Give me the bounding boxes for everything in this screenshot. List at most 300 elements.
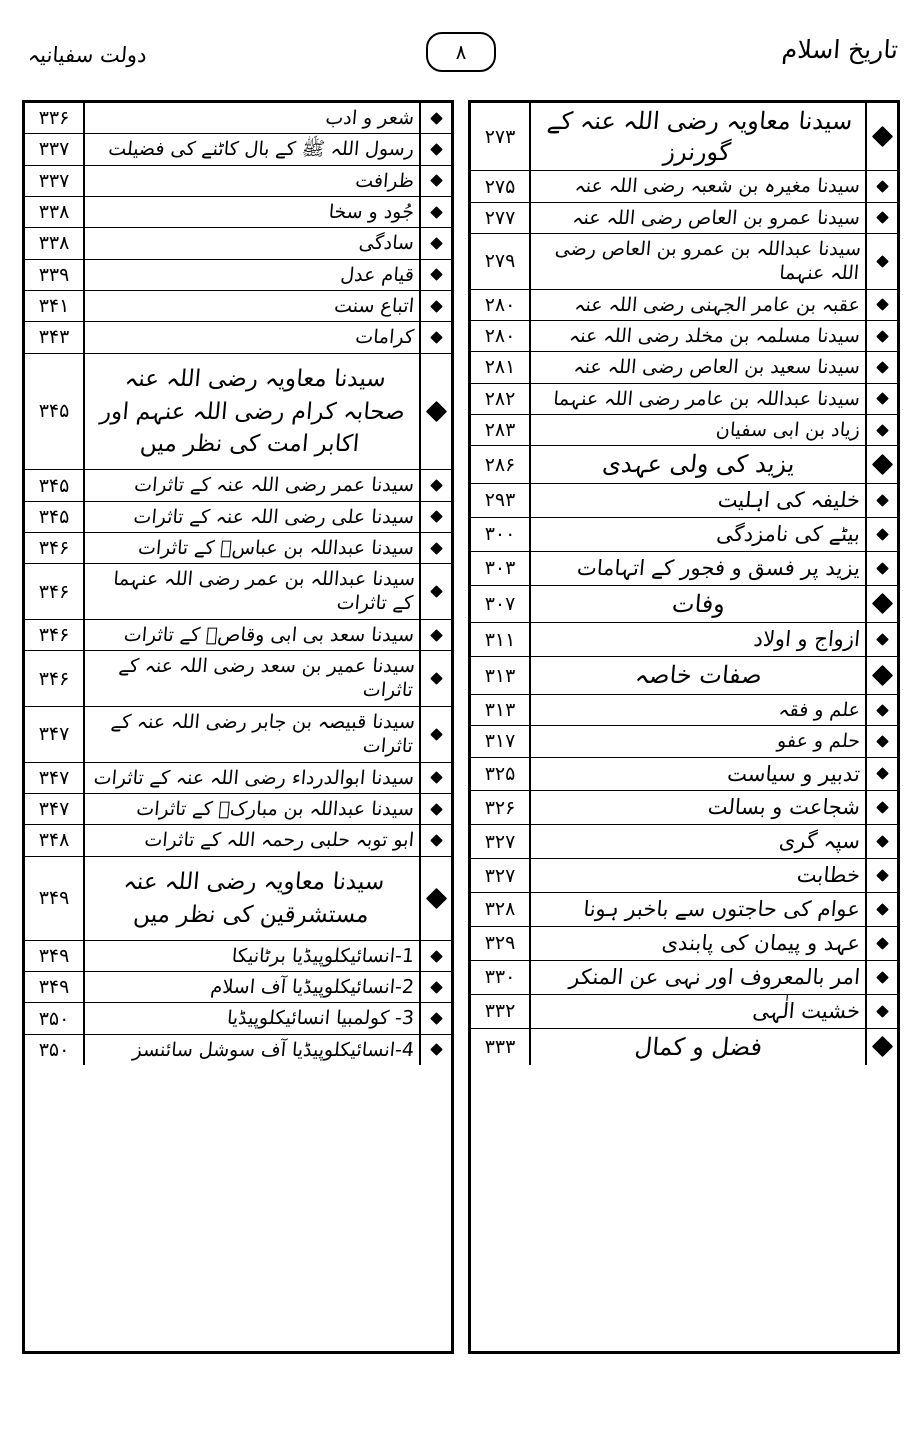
toc-row[interactable] xyxy=(471,695,897,726)
diamond-bullet-icon xyxy=(876,298,889,311)
toc-entry-page-cell xyxy=(25,322,85,352)
toc-entry-title: ظرافت xyxy=(354,169,415,192)
toc-bullet-cell xyxy=(419,134,451,164)
toc-entry-title: قیام عدل xyxy=(339,263,415,286)
toc-entry-page-number: ۳۲۸ xyxy=(484,898,516,921)
toc-bullet-cell xyxy=(419,972,451,1002)
toc-bullet-cell xyxy=(419,941,451,971)
toc-entry-page-number: ۳۳۰ xyxy=(484,966,516,989)
book-title: تاریخ اسلام xyxy=(781,35,900,64)
toc-entry-page-number: ۳۲۵ xyxy=(484,762,516,785)
toc-entry-title-cell[interactable] xyxy=(531,995,865,1028)
toc-entry-title: خلیفہ کی اہلیت xyxy=(716,487,862,512)
toc-entry-title-cell[interactable] xyxy=(85,197,419,227)
toc-entry-title-cell[interactable] xyxy=(531,961,865,994)
diamond-bullet-icon xyxy=(430,206,443,219)
toc-bullet-cell xyxy=(419,197,451,227)
toc-row[interactable] xyxy=(25,651,451,707)
toc-entry-page-number: ۲۷۳ xyxy=(484,125,516,148)
toc-entry-page-number: ۲۸۳ xyxy=(484,419,516,442)
toc-row[interactable] xyxy=(25,228,451,259)
toc-entry-page-number: ۲۷۷ xyxy=(484,206,516,229)
toc-entry-page-cell xyxy=(25,1003,85,1033)
toc-entry-title-cell[interactable] xyxy=(85,763,419,793)
diamond-bullet-icon xyxy=(871,593,892,614)
toc-entry-title-cell[interactable] xyxy=(85,354,419,470)
toc-row[interactable] xyxy=(471,1029,897,1066)
toc-entry-title-cell[interactable] xyxy=(531,415,865,445)
toc-entry-page-number: ۳۵۰ xyxy=(38,1038,70,1061)
toc-entry-title-cell[interactable] xyxy=(85,972,419,1002)
toc-entry-page-number: ۲۷۹ xyxy=(484,250,516,273)
toc-entry-page-cell xyxy=(25,260,85,290)
diamond-bullet-icon xyxy=(876,903,889,916)
diamond-bullet-icon xyxy=(871,454,892,475)
toc-bullet-cell xyxy=(865,384,897,414)
toc-entry-title: عوام کی حاجتوں سے باخبر ہونا xyxy=(582,897,862,922)
toc-entry-title-cell[interactable] xyxy=(531,758,865,791)
toc-row[interactable] xyxy=(471,893,897,927)
toc-row[interactable] xyxy=(25,103,451,134)
toc-entry-page-number: ۳۰۳ xyxy=(484,557,516,580)
toc-row[interactable] xyxy=(471,552,897,586)
toc-bullet-cell xyxy=(419,763,451,793)
toc-entry-title-cell[interactable] xyxy=(531,726,865,756)
diamond-bullet-icon xyxy=(876,971,889,984)
toc-bullet-cell xyxy=(865,484,897,517)
toc-entry-page-cell xyxy=(471,927,531,960)
toc-entry-title-cell[interactable] xyxy=(531,657,865,694)
toc-bullet-cell xyxy=(865,927,897,960)
toc-entry-title-cell[interactable] xyxy=(531,893,865,926)
toc-entry-title-cell[interactable] xyxy=(85,825,419,855)
toc-entry-page-number: ۲۸۰ xyxy=(484,293,516,316)
toc-row[interactable] xyxy=(25,291,451,322)
toc-bullet-cell xyxy=(865,446,897,483)
toc-entry-title: خشیت الٰہی xyxy=(751,998,862,1023)
toc-entry-page-number: ۳۴۷ xyxy=(38,766,70,789)
toc-entry-title-cell[interactable] xyxy=(85,620,419,650)
toc-row[interactable] xyxy=(471,446,897,484)
diamond-bullet-icon xyxy=(425,888,446,909)
toc-row[interactable] xyxy=(25,941,451,972)
toc-bullet-cell xyxy=(865,961,897,994)
diamond-bullet-icon xyxy=(430,981,443,994)
diamond-bullet-icon xyxy=(430,1012,443,1025)
toc-entry-title-cell[interactable] xyxy=(531,103,865,170)
diamond-bullet-icon xyxy=(876,424,889,437)
toc-entry-title-cell[interactable] xyxy=(531,623,865,656)
toc-entry-page-cell xyxy=(471,415,531,445)
toc-entry-title: جُود و سخا xyxy=(327,200,415,223)
diamond-bullet-icon xyxy=(876,330,889,343)
toc-bullet-cell xyxy=(865,825,897,858)
toc-entry-page-cell xyxy=(471,995,531,1028)
toc-bullet-cell xyxy=(865,352,897,382)
diamond-bullet-icon xyxy=(430,112,443,125)
diamond-bullet-icon xyxy=(430,728,443,741)
toc-entry-title-cell[interactable] xyxy=(531,825,865,858)
toc-entry-page-number: ۳۳۷ xyxy=(38,169,70,192)
toc-entry-page-number: ۳۲۹ xyxy=(484,932,516,955)
toc-entry-title: امر بالمعروف اور نہی عن المنکر xyxy=(568,964,862,989)
toc-entry-title-cell[interactable] xyxy=(531,352,865,382)
diamond-bullet-icon xyxy=(876,735,889,748)
toc-row[interactable] xyxy=(471,290,897,321)
toc-row[interactable] xyxy=(25,857,451,941)
toc-row[interactable] xyxy=(471,384,897,415)
toc-bullet-cell xyxy=(865,791,897,824)
toc-entry-page-cell xyxy=(471,859,531,892)
toc-entry-page-cell xyxy=(25,502,85,532)
diamond-bullet-icon xyxy=(430,834,443,847)
toc-entry-title: سپہ گری xyxy=(778,829,862,854)
toc-entry-title-cell[interactable] xyxy=(531,518,865,551)
toc-entry-title-cell[interactable] xyxy=(531,384,865,414)
toc-entry-title: ابو توبہ حلبی رحمہ اللہ کے تاثرات xyxy=(143,829,415,852)
diamond-bullet-icon xyxy=(876,180,889,193)
toc-entry-title-cell[interactable] xyxy=(531,552,865,585)
toc-entry-page-number: ۳۱۱ xyxy=(484,628,516,651)
toc-entry-page-number: ۳۴۸ xyxy=(38,829,70,852)
toc-entry-page-number: ۲۸۱ xyxy=(484,356,516,379)
toc-bullet-cell xyxy=(419,502,451,532)
toc-bullet-cell xyxy=(865,518,897,551)
toc-entry-title-cell[interactable] xyxy=(85,322,419,352)
toc-entry-title-cell[interactable] xyxy=(531,859,865,892)
toc-entry-page-number: ۳۳۸ xyxy=(38,232,70,255)
toc-entry-page-number: ۳۴۷ xyxy=(38,723,70,746)
toc-entry-title-cell[interactable] xyxy=(85,651,419,706)
toc-entry-page-number: ۳۵۰ xyxy=(38,1007,70,1030)
toc-row[interactable] xyxy=(471,484,897,518)
toc-row[interactable] xyxy=(25,1003,451,1034)
toc-entry-page-number: ۳۴۶ xyxy=(38,624,70,647)
toc-bullet-cell xyxy=(419,620,451,650)
toc-entry-page-number: ۳۴۷ xyxy=(38,798,70,821)
toc-row[interactable] xyxy=(25,134,451,165)
toc-entry-page-cell xyxy=(25,354,85,470)
toc-entry-page-number: ۳۳۲ xyxy=(484,1000,516,1023)
toc-bullet-cell xyxy=(419,228,451,258)
toc-entry-page-number: ۳۲۷ xyxy=(484,830,516,853)
toc-entry-page-number: ۳۳۹ xyxy=(38,263,70,286)
toc-entry-title-cell[interactable] xyxy=(85,134,419,164)
toc-bullet-cell xyxy=(865,657,897,694)
toc-row[interactable] xyxy=(25,794,451,825)
toc-row[interactable] xyxy=(471,657,897,695)
toc-entry-page-cell xyxy=(25,941,85,971)
toc-row[interactable] xyxy=(471,321,897,352)
toc-row[interactable] xyxy=(471,961,897,995)
diamond-bullet-icon xyxy=(876,704,889,717)
toc-bullet-cell xyxy=(865,552,897,585)
toc-row[interactable] xyxy=(25,260,451,291)
toc-entry-page-number: ۳۰۰ xyxy=(484,523,516,546)
toc-entry-page-number: ۳۴۶ xyxy=(38,667,70,690)
toc-entry-title: سیدنا عبداللہ بن عامر رضی اللہ عنہما xyxy=(552,387,861,410)
toc-row[interactable] xyxy=(471,927,897,961)
toc-entry-title: رسول اللہ ﷺ کے بال کاٹنے کی فضیلت xyxy=(107,138,415,161)
toc-bullet-cell xyxy=(865,623,897,656)
toc-bullet-cell xyxy=(865,171,897,201)
toc-entry-page-number: ۳۴۹ xyxy=(38,945,70,967)
toc-entry-title: فضل و کمال xyxy=(633,1032,764,1061)
toc-bullet-cell xyxy=(865,859,897,892)
diamond-bullet-icon xyxy=(430,629,443,642)
toc-row[interactable] xyxy=(25,322,451,353)
toc-entry-title-cell[interactable] xyxy=(85,103,419,133)
diamond-bullet-icon xyxy=(430,174,443,187)
toc-row[interactable] xyxy=(471,825,897,859)
toc-entry-title: زیاد بن ابی سفیان xyxy=(715,418,861,441)
toc-entry-title: سیدنا عمیر بن سعد رضی اللہ عنہ کے تاثرات xyxy=(117,655,417,702)
toc-entry-title-cell[interactable] xyxy=(85,228,419,258)
toc-bullet-cell xyxy=(865,290,897,320)
toc-entry-page-number: ۲۷۵ xyxy=(484,175,516,198)
toc-entry-page-cell xyxy=(25,972,85,1002)
toc-entry-page-number: ۲۸۲ xyxy=(484,387,516,410)
toc-bullet-cell xyxy=(865,203,897,233)
toc-row[interactable] xyxy=(25,470,451,501)
toc-row[interactable] xyxy=(471,859,897,893)
diamond-bullet-icon xyxy=(871,126,892,147)
toc-entry-title-cell[interactable] xyxy=(531,234,865,289)
toc-entry-page-cell xyxy=(471,552,531,585)
toc-row[interactable] xyxy=(25,620,451,651)
toc-entry-title: صفات خاصہ xyxy=(633,661,764,690)
toc-entry-page-cell xyxy=(471,103,531,170)
toc-columns xyxy=(22,100,900,1354)
toc-entry-title: ازواج و اولاد xyxy=(752,627,862,652)
toc-row[interactable] xyxy=(471,171,897,202)
toc-entry-title-cell[interactable] xyxy=(85,1035,419,1065)
toc-entry-title-cell[interactable] xyxy=(531,695,865,725)
toc-row[interactable] xyxy=(25,197,451,228)
toc-entry-title-cell[interactable] xyxy=(85,502,419,532)
toc-entry-title: 3- کولمبیا انسائیکلوپیڈیا xyxy=(226,1007,415,1030)
diamond-bullet-icon xyxy=(876,361,889,374)
toc-row[interactable] xyxy=(25,972,451,1003)
toc-entry-title: شجاعت و بسالت xyxy=(706,795,862,820)
toc-row[interactable] xyxy=(25,533,451,564)
toc-entry-title-cell[interactable] xyxy=(531,586,865,623)
toc-entry-title: سیدنا عبداللہ بن عمر رضی اللہ عنہما کے تاثرات xyxy=(112,568,417,615)
toc-bullet-cell xyxy=(419,794,451,824)
toc-bullet-cell xyxy=(865,234,897,289)
toc-entry-title-cell[interactable] xyxy=(531,791,865,824)
toc-row[interactable] xyxy=(471,352,897,383)
toc-entry-page-number: ۲۸۶ xyxy=(484,453,516,476)
toc-entry-title: سیدنا عبداللہ بن مبارکؒ کے تاثرات xyxy=(135,797,415,820)
toc-entry-title-cell[interactable] xyxy=(531,1029,865,1066)
toc-bullet-cell xyxy=(865,726,897,756)
toc-entry-title-cell[interactable] xyxy=(85,291,419,321)
toc-entry-title-cell[interactable] xyxy=(85,794,419,824)
toc-row[interactable] xyxy=(471,518,897,552)
toc-entry-title-cell[interactable] xyxy=(85,470,419,500)
toc-entry-page-cell xyxy=(471,384,531,414)
toc-entry-title-cell[interactable] xyxy=(85,1003,419,1033)
toc-entry-title-cell[interactable] xyxy=(531,446,865,483)
toc-entry-title: شعر و ادب xyxy=(324,107,415,129)
toc-entry-page-number: ۳۱۳ xyxy=(484,664,516,687)
toc-entry-page-cell xyxy=(471,586,531,623)
toc-entry-page-cell xyxy=(471,518,531,551)
toc-entry-title: عہد و پیمان کی پابندی xyxy=(660,930,862,955)
toc-row[interactable] xyxy=(25,825,451,856)
toc-bullet-cell xyxy=(865,758,897,791)
toc-entry-title: وفات xyxy=(670,589,727,618)
toc-entry-page-number: ۳۳۶ xyxy=(38,107,70,130)
toc-entry-title: عقبہ بن عامر الجہنی رضی اللہ عنہ xyxy=(573,293,861,316)
toc-bullet-cell xyxy=(865,321,897,351)
section-title: دولت سفیانیہ xyxy=(27,43,148,67)
toc-entry-title: سیدنا عبداللہ بن عباسؓ کے تاثرات xyxy=(137,537,415,560)
diamond-bullet-icon xyxy=(876,801,889,814)
toc-entry-title-cell[interactable] xyxy=(531,927,865,960)
toc-bullet-cell xyxy=(865,586,897,623)
toc-entry-page-number: ۳۰۷ xyxy=(484,592,516,615)
toc-row[interactable] xyxy=(25,564,451,620)
diamond-bullet-icon xyxy=(430,803,443,816)
toc-entry-title-cell[interactable] xyxy=(85,941,419,971)
toc-entry-page-cell xyxy=(471,352,531,382)
toc-entry-page-cell xyxy=(471,695,531,725)
toc-entry-page-cell xyxy=(471,484,531,517)
toc-entry-title-cell[interactable] xyxy=(531,203,865,233)
toc-entry-title: اتباع سنت xyxy=(333,294,415,317)
diamond-bullet-icon xyxy=(430,300,443,313)
diamond-bullet-icon xyxy=(876,212,889,225)
toc-entry-page-cell xyxy=(471,893,531,926)
toc-row[interactable] xyxy=(25,502,451,533)
toc-row[interactable] xyxy=(471,586,897,624)
toc-entry-title: علم و فقہ xyxy=(777,698,861,721)
toc-entry-page-cell xyxy=(471,657,531,694)
toc-entry-page-number: ۳۴۹ xyxy=(38,976,70,999)
toc-row[interactable] xyxy=(25,763,451,794)
toc-bullet-cell xyxy=(419,651,451,706)
toc-bullet-cell xyxy=(419,470,451,500)
toc-entry-page-number: ۳۴۵ xyxy=(38,505,70,528)
diamond-bullet-icon xyxy=(876,494,889,507)
toc-row[interactable] xyxy=(471,203,897,234)
toc-entry-page-cell xyxy=(25,134,85,164)
toc-row[interactable] xyxy=(25,354,451,471)
toc-entry-title: کرامات xyxy=(354,326,415,349)
toc-entry-title-cell[interactable] xyxy=(531,290,865,320)
toc-entry-title: 4-انسائیکلوپیڈیا آف سوشل سائنسز xyxy=(131,1038,415,1061)
toc-entry-title: سادگی xyxy=(357,232,415,255)
toc-entry-page-number: ۳۱۳ xyxy=(484,699,516,722)
toc-entry-title-cell[interactable] xyxy=(85,533,419,563)
toc-entry-page-cell xyxy=(471,171,531,201)
toc-bullet-cell xyxy=(419,166,451,196)
toc-entry-page-cell xyxy=(471,791,531,824)
diamond-bullet-icon xyxy=(430,479,443,492)
page-number: ۸ xyxy=(455,40,467,64)
toc-bullet-cell xyxy=(419,533,451,563)
toc-entry-title: سیدنا سعید بن العاص رضی اللہ عنہ xyxy=(572,356,861,379)
toc-entry-title-cell[interactable] xyxy=(85,564,419,619)
toc-entry-title-cell[interactable] xyxy=(531,171,865,201)
toc-entry-title-cell[interactable] xyxy=(85,857,419,940)
toc-entry-page-cell xyxy=(25,197,85,227)
toc-entry-title: سیدنا معاویہ رضی اللہ عنہ صحابہ کرام رضی اللہ عنہم اور اکابر امت کی نظر میں xyxy=(99,365,406,457)
toc-entry-title: خطابت xyxy=(795,863,862,888)
diamond-bullet-icon xyxy=(876,1005,889,1018)
toc-bullet-cell xyxy=(419,707,451,762)
toc-entry-title: سیدنا معاویہ رضی اللہ عنہ مستشرقین کی نظر میں xyxy=(122,868,386,928)
toc-row[interactable] xyxy=(25,1035,451,1065)
toc-bullet-cell xyxy=(419,354,451,470)
toc-entry-page-number: ۳۱۷ xyxy=(484,730,516,753)
toc-entry-page-cell xyxy=(471,203,531,233)
running-header xyxy=(0,36,922,92)
toc-row[interactable] xyxy=(25,166,451,197)
toc-row[interactable] xyxy=(471,234,897,290)
toc-row[interactable] xyxy=(471,415,897,446)
toc-row[interactable] xyxy=(471,995,897,1029)
toc-entry-page-cell xyxy=(471,726,531,756)
diamond-bullet-icon xyxy=(430,542,443,555)
toc-bullet-cell xyxy=(865,995,897,1028)
toc-entry-title: بیٹے کی نامزدگی xyxy=(715,521,862,546)
toc-entry-page-cell xyxy=(25,620,85,650)
toc-entry-title-cell[interactable] xyxy=(85,707,419,762)
toc-entry-page-number: ۳۴۹ xyxy=(38,887,70,910)
diamond-bullet-icon xyxy=(430,585,443,598)
toc-entry-page-number: ۳۴۱ xyxy=(38,295,70,318)
toc-bullet-cell xyxy=(419,291,451,321)
toc-entry-title-cell[interactable] xyxy=(531,321,865,351)
diamond-bullet-icon xyxy=(430,1044,443,1057)
toc-row[interactable] xyxy=(25,707,451,763)
toc-entry-title: سیدنا عمر رضی اللہ عنہ کے تاثرات xyxy=(133,474,415,497)
toc-bullet-cell xyxy=(419,825,451,855)
toc-row[interactable] xyxy=(471,758,897,792)
toc-row[interactable] xyxy=(471,791,897,825)
toc-entry-page-number: ۳۲۷ xyxy=(484,864,516,887)
toc-row[interactable] xyxy=(471,726,897,757)
toc-entry-title-cell[interactable] xyxy=(85,260,419,290)
toc-bullet-cell xyxy=(419,564,451,619)
toc-entry-title-cell[interactable] xyxy=(85,166,419,196)
toc-row[interactable] xyxy=(471,103,897,171)
toc-entry-page-cell xyxy=(25,533,85,563)
toc-entry-title: سیدنا قبیصہ بن جابر رضی اللہ عنہ کے تاثرات xyxy=(109,710,417,758)
toc-entry-page-cell xyxy=(25,564,85,619)
toc-bullet-cell xyxy=(865,103,897,170)
toc-entry-page-cell xyxy=(25,651,85,706)
toc-entry-page-cell xyxy=(25,763,85,793)
toc-entry-page-cell xyxy=(471,623,531,656)
toc-entry-title: حلم و عفو xyxy=(776,730,861,753)
diamond-bullet-icon xyxy=(430,950,443,963)
toc-entry-page-cell xyxy=(471,234,531,289)
toc-entry-title-cell[interactable] xyxy=(531,484,865,517)
toc-row[interactable] xyxy=(471,623,897,657)
toc-entry-page-cell xyxy=(471,446,531,483)
toc-entry-title: تدبیر و سیاست xyxy=(726,761,862,786)
toc-bullet-cell xyxy=(419,1035,451,1065)
toc-entry-page-cell xyxy=(471,1029,531,1066)
toc-bullet-cell xyxy=(419,1003,451,1033)
toc-entry-page-cell xyxy=(25,470,85,500)
toc-entry-title: سیدنا عمرو بن العاص رضی اللہ عنہ xyxy=(571,206,861,229)
diamond-bullet-icon xyxy=(430,511,443,524)
